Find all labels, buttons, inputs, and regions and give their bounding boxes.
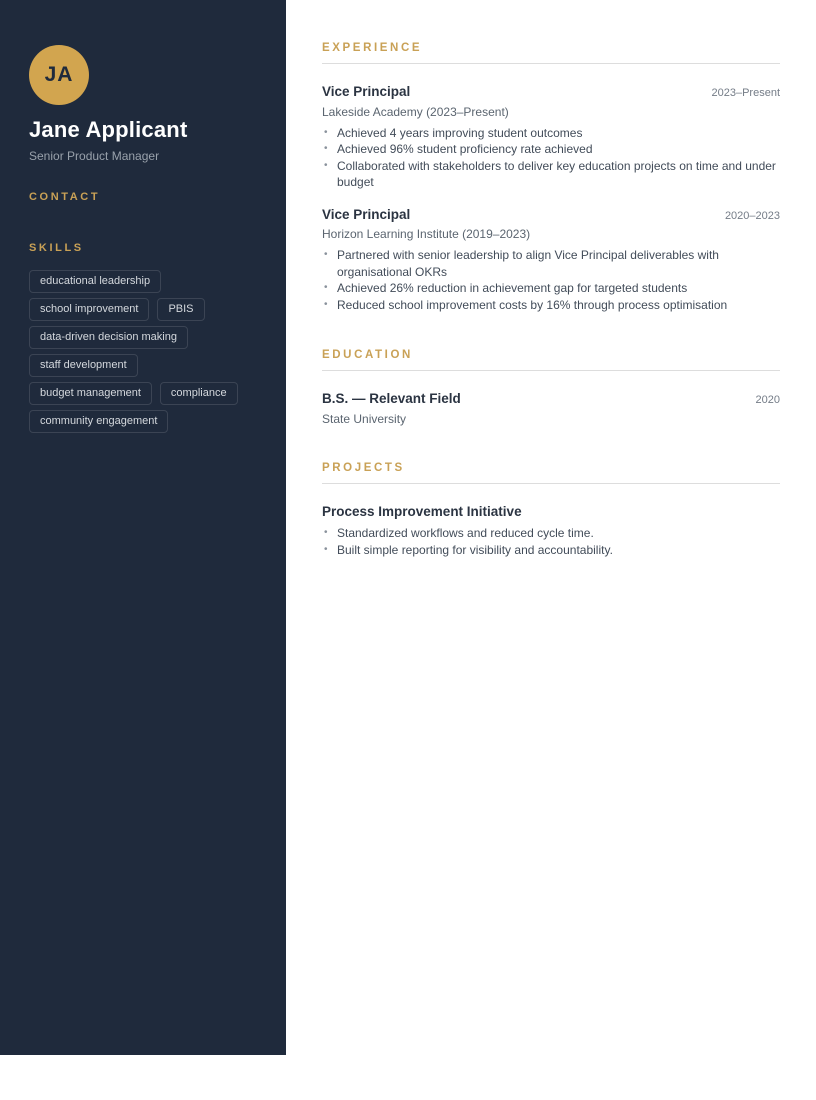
contact-heading: CONTACT bbox=[29, 191, 101, 204]
experience-heading: EXPERIENCE bbox=[322, 42, 780, 64]
job-title: Vice Principal bbox=[322, 84, 411, 99]
job-bullet: • Achieved 26% reduction in achievement gap for targeted students bbox=[322, 280, 780, 297]
skill-tag: budget management bbox=[29, 382, 152, 405]
degree-school: State University bbox=[322, 411, 407, 426]
project-bullet: • Built simple reporting for visibility and accountability. bbox=[322, 542, 780, 559]
experience-entry bbox=[322, 84, 780, 191]
skill-tag: community engagement bbox=[29, 410, 168, 433]
job-date-range: 2023–Present bbox=[711, 87, 780, 99]
job-bullet-list bbox=[322, 125, 780, 191]
job-bullet: • Collaborated with stakeholders to deliver key education projects on time and under budget bbox=[322, 158, 780, 191]
sidebar bbox=[0, 0, 286, 1055]
degree-date: 2020 bbox=[755, 394, 780, 407]
job-bullet: • Partnered with senior leadership to align Vice Principal deliverables with organisational OKRs bbox=[322, 247, 780, 280]
skill-tag: staff development bbox=[29, 354, 138, 377]
entry-head bbox=[322, 391, 780, 407]
resume-main bbox=[286, 0, 816, 1100]
project-title: Process Improvement Initiative bbox=[322, 503, 522, 519]
skills-heading: SKILLS bbox=[29, 242, 84, 255]
job-bullet: • Achieved 4 years improving student outcomes bbox=[322, 125, 780, 142]
job-organization: Horizon Learning Institute (2019–2023) bbox=[322, 227, 531, 242]
section-projects bbox=[322, 462, 780, 559]
job-organization: Lakeside Academy (2023–Present) bbox=[322, 104, 509, 119]
education-entry bbox=[322, 391, 780, 426]
section-education bbox=[322, 349, 780, 426]
degree-title: B.S. — Relevant Field bbox=[322, 391, 461, 407]
entry-head bbox=[322, 84, 780, 100]
project-entry bbox=[322, 504, 780, 559]
project-bullet-list bbox=[322, 525, 780, 558]
projects-heading: PROJECTS bbox=[322, 462, 780, 484]
project-bullet: • Standardized workflows and reduced cycle time. bbox=[322, 525, 780, 542]
job-date-range: 2020–2023 bbox=[724, 209, 780, 222]
skills-list bbox=[29, 270, 257, 433]
person-name: Jane Applicant bbox=[29, 117, 188, 142]
skill-tag: PBIS bbox=[157, 298, 204, 321]
job-title: Vice Principal bbox=[322, 206, 411, 222]
job-bullet: • Reduced school improvement costs by 16% through process optimisation bbox=[322, 297, 780, 314]
skill-tag: school improvement bbox=[29, 298, 149, 321]
entry-head bbox=[322, 207, 780, 223]
job-bullet: • Achieved 96% student proficiency rate achieved bbox=[322, 141, 780, 158]
avatar-initials: JA bbox=[44, 63, 74, 86]
section-experience bbox=[322, 42, 780, 313]
person-title: Senior Product Manager bbox=[29, 149, 160, 164]
experience-entry bbox=[322, 207, 780, 314]
education-heading: EDUCATION bbox=[322, 349, 780, 371]
skill-tag: data-driven decision making bbox=[29, 326, 188, 349]
skill-tag: compliance bbox=[160, 382, 238, 405]
skill-tag: educational leadership bbox=[29, 270, 161, 293]
entry-head bbox=[322, 504, 780, 520]
avatar bbox=[29, 45, 89, 105]
job-bullet-list bbox=[322, 247, 780, 313]
